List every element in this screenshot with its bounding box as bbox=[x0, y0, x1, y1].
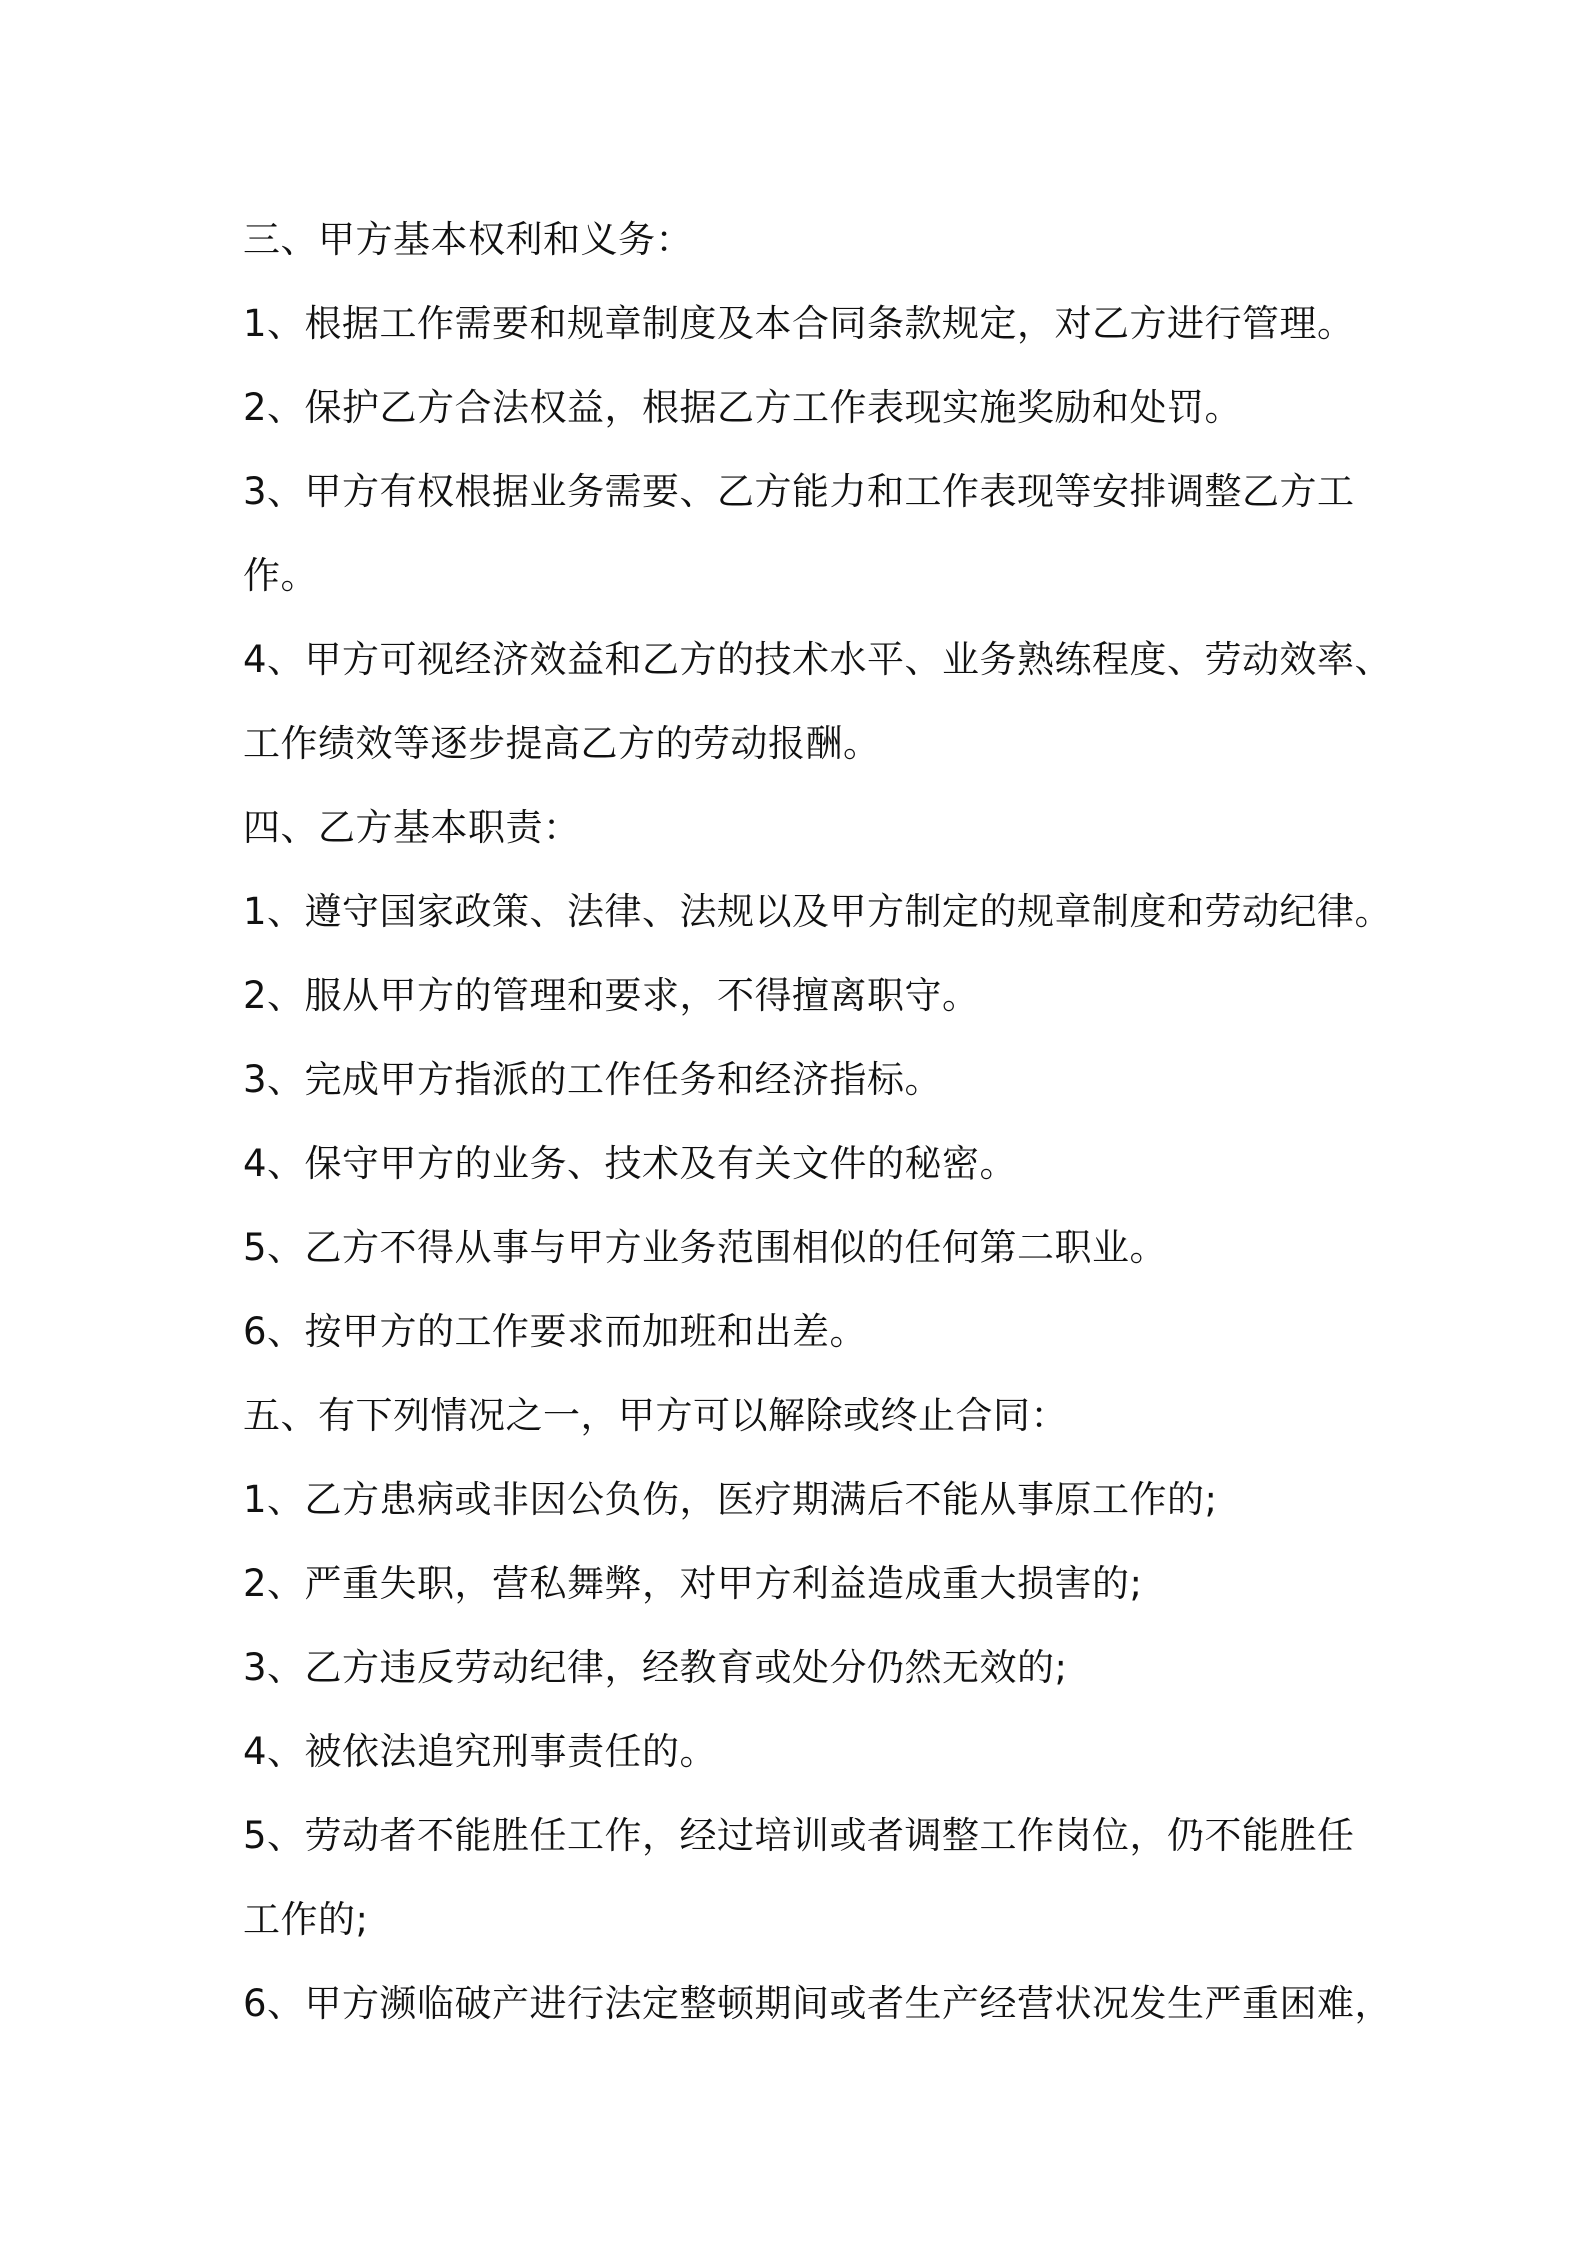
text-line: 4、被依法追究刑事责任的。 bbox=[243, 1730, 718, 1773]
text-line: 4、保守甲方的业务、技术及有关文件的秘密。 bbox=[243, 1142, 1018, 1185]
text-line: 工作的; bbox=[243, 1898, 369, 1941]
text-line: 工作绩效等逐步提高乙方的劳动报酬。 bbox=[243, 722, 881, 765]
text-line: 3、甲方有权根据业务需要、乙方能力和工作表现等安排调整乙方工 bbox=[243, 470, 1355, 513]
text-line: 2、严重失职，营私舞弊，对甲方利益造成重大损害的; bbox=[243, 1562, 1143, 1605]
text-line: 作。 bbox=[243, 554, 318, 597]
section-heading-5: 五、有下列情况之一，甲方可以解除或终止合同： bbox=[243, 1394, 1068, 1437]
section-heading-4: 四、乙方基本职责： bbox=[243, 806, 581, 849]
text-line: 5、乙方不得从事与甲方业务范围相似的任何第二职业。 bbox=[243, 1226, 1168, 1269]
text-line: 2、保护乙方合法权益，根据乙方工作表现实施奖励和处罚。 bbox=[243, 386, 1243, 429]
text-line: 1、乙方患病或非因公负伤，医疗期满后不能从事原工作的; bbox=[243, 1478, 1218, 1521]
text-line: 6、按甲方的工作要求而加班和出差。 bbox=[243, 1310, 868, 1353]
text-line: 3、完成甲方指派的工作任务和经济指标。 bbox=[243, 1058, 943, 1101]
text-line: 5、劳动者不能胜任工作，经过培训或者调整工作岗位，仍不能胜任 bbox=[243, 1814, 1355, 1857]
section-heading-3: 三、甲方基本权利和义务： bbox=[243, 218, 693, 261]
text-line: 6、甲方濒临破产进行法定整顿期间或者生产经营状况发生严重困难， bbox=[243, 1982, 1393, 2025]
text-line: 1、遵守国家政策、法律、法规以及甲方制定的规章制度和劳动纪律。 bbox=[243, 890, 1393, 933]
text-line: 2、服从甲方的管理和要求，不得擅离职守。 bbox=[243, 974, 980, 1017]
text-line: 1、根据工作需要和规章制度及本合同条款规定，对乙方进行管理。 bbox=[243, 302, 1355, 345]
text-line: 4、甲方可视经济效益和乙方的技术水平、业务熟练程度、劳动效率、 bbox=[243, 638, 1393, 681]
document-body bbox=[243, 198, 1393, 2046]
text-line: 3、乙方违反劳动纪律，经教育或处分仍然无效的; bbox=[243, 1646, 1068, 1689]
